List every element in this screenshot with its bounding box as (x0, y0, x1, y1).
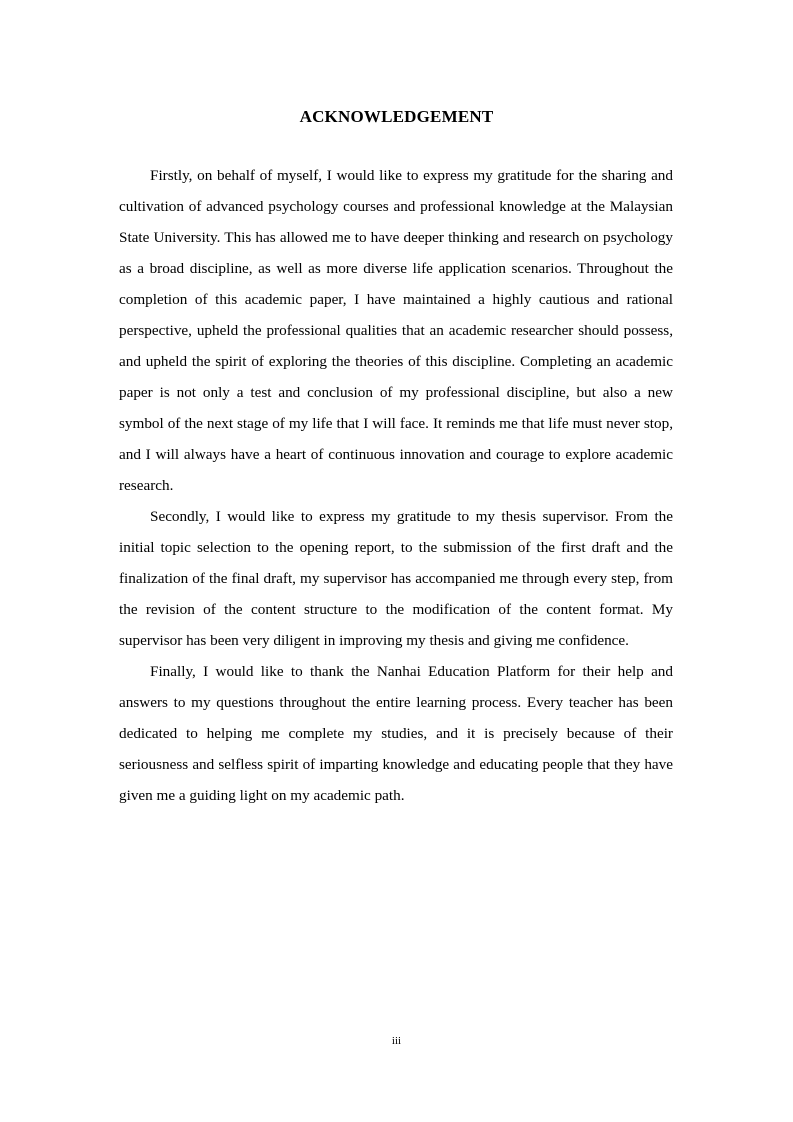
page-title: ACKNOWLEDGEMENT (299, 107, 494, 126)
acknowledgement-body (119, 160, 673, 811)
paragraph-1: Firstly, on behalf of myself, I would like to express my gratitude for the sharing and cultivation of advanced psychology courses and professional knowledge at the Malaysian State University. This has allowed me to have deeper thinking and research on psychology as a broad discipline, as well as more diverse life application scenarios. Throughout the completion of this academic paper, I have maintained a highly cautious and rational perspective, upheld the professional qualities that an academic researcher should possess, and upheld the spirit of exploring the theories of this discipline. Completing an academic paper is not only a test and conclusion of my professional discipline, but also a new symbol of the next stage of my life that I will face. It reminds me that life must never stop, and I will always have a heart of continuous innovation and courage to explore academic research. (119, 167, 673, 494)
page-number: iii (391, 1035, 402, 1047)
paragraph-2: Secondly, I would like to express my gratitude to my thesis supervisor. From the initial topic selection to the opening report, to the submission of the first draft and the finalization of the final draft, my supervisor has accompanied me through every step, from the revision of the content structure to the modification of the content format. My supervisor has been very diligent in improving my thesis and giving me confidence. (119, 508, 673, 649)
paragraph-3: Finally, I would like to thank the Nanhai Education Platform for their help and answers to my questions throughout the entire learning process. Every teacher has been dedicated to helping me complete my studies, and it is precisely because of their seriousness and selfless spirit of imparting knowledge and educating people that they have given me a guiding light on my academic path. (119, 663, 673, 804)
